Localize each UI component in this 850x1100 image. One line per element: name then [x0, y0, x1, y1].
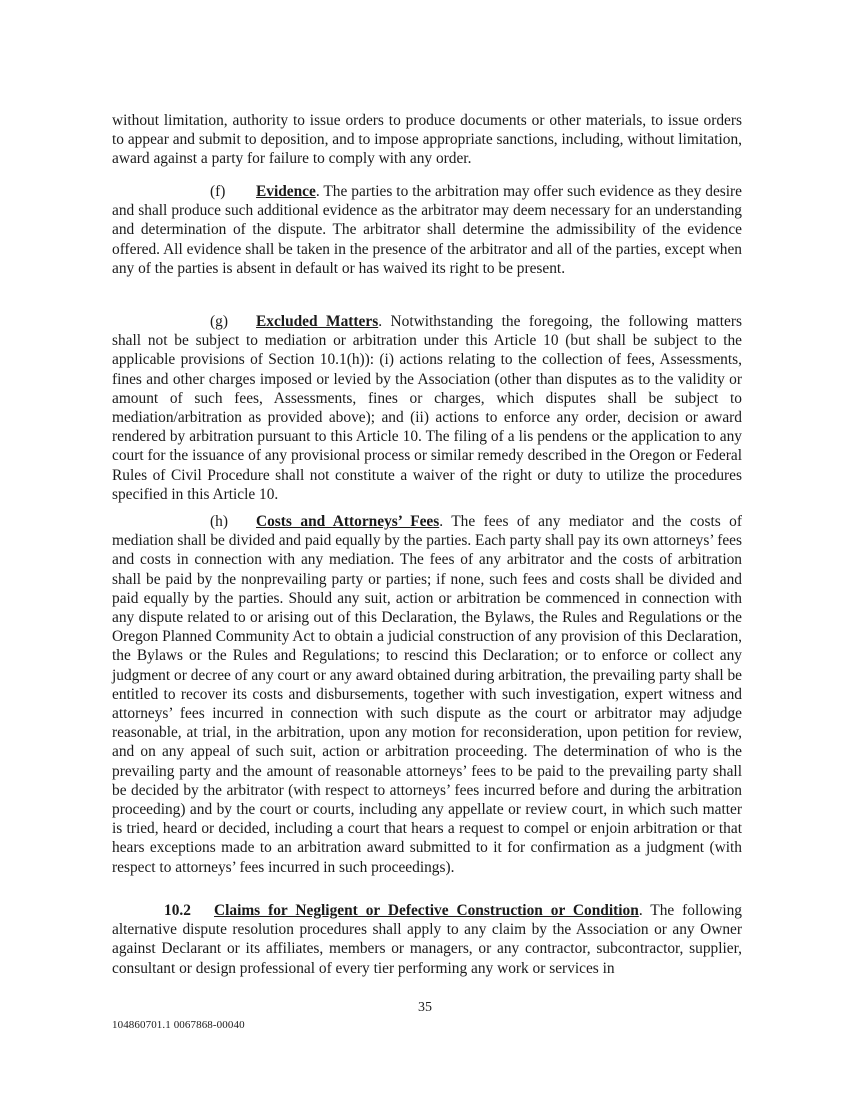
section-h-paragraph	[112, 512, 742, 877]
section-f-heading: Evidence	[256, 183, 316, 200]
section-h-heading: Costs and Attorneys’ Fees	[256, 513, 440, 530]
page-number: 35	[418, 1000, 432, 1015]
section-g-heading: Excluded Matters	[256, 313, 379, 330]
section-g-paragraph	[112, 312, 742, 504]
section-g-text: . Notwithstanding the foregoing, the following matters shall not be subject to mediation or arbitration under this Article 10 (but shall be subject to the applicable provisions of Section 10.1(h)): (i) actions relating to the collection of fees, Assessments, fines and other charges imposed or levied by the Association (other than disputes as to the validity or amount of such fees, Assessments, fines or charges, which disputes shall be subject to mediation/arbitration as provided above); and (ii) actions to enforce any order, decision or award rendered by arbitration pursuant to this Article 10. The filing of a lis pendens or the application to any court for the issuance of any provisional process or similar remedy described in the Oregon or Federal Rules of Civil Procedure shall not constitute a waiver of the right or duty to utilize the procedures specified in this Article 10.	[112, 313, 742, 503]
section-f-paragraph	[112, 182, 742, 278]
section-10-2-text: . The following alternative dispute resolution procedures shall apply to any claim by the Association or any Owner against Declarant or its affiliates, members or managers, or any contractor, subcontractor, supplier, consultant or design professional of every tier performing any work or services in	[112, 902, 743, 977]
section-f-marker: (f)	[210, 183, 226, 200]
section-10-2-heading: Claims for Negligent or Defective Construction or Condition	[214, 902, 639, 919]
section-h-marker: (h)	[210, 513, 228, 530]
section-g-marker: (g)	[210, 313, 228, 330]
section-f-text: . The parties to the arbitration may offer such evidence as they desire and shall produce such additional evidence as the arbitrator may deem necessary for an understanding and determination of the dispute. The arbitrator shall determine the admissibility of the evidence offered. All evidence shall be taken in the presence of the arbitrator and all of the parties, except when any of the parties is absent in default or has waived its right to be present.	[112, 183, 742, 277]
document-id: 104860701.1 0067868-00040	[112, 1019, 245, 1031]
section-10-2-number: 10.2	[164, 902, 191, 919]
paragraph-continuation-text: without limitation, authority to issue orders to produce documents or other materials, to issue orders to appear and submit to deposition, and to impose appropriate sanctions, including, without limitation, award against a party for failure to comply with any order.	[112, 112, 742, 168]
section-h-text: . The fees of any mediator and the costs of mediation shall be divided and paid equally by the parties. Each party shall pay its own attorneys’ fees and costs in connection with any mediation. The fees of any arbitrator and the costs of arbitration shall be paid by the nonprevailing party or parties; if none, such fees and costs shall be divided and paid equally by the parties. Should any suit, action or arbitration be commenced in connection with any dispute related to or arising out of this Declaration, the Bylaws, the Rules and Regulations or the Oregon Planned Community Act to obtain a judicial construction of any provision of this Declaration, the Bylaws or the Rules and Regulations; to rescind this Declaration; or to enforce or collect any judgment or decree of any court or any award obtained during arbitration, the prevailing party shall be entitled to recover its costs and disbursements, together with such investigation, expert witness and attorneys’ fees incurred in connection with such dispute as the court or arbitrator may adjudge reasonable, at trial, in the arbitration, upon any motion for reconsideration, upon petition for review, and on any appeal of such suit, action or arbitration proceeding. The determination of who is the prevailing party and the amount of reasonable attorneys’ fees to be paid to the prevailing party shall be decided by the arbitrator (with respect to attorneys’ fees incurred before and during the arbitration proceeding) and by the court or courts, including any appellate or review court, in which such matter is tried, heard or decided, including a court that hears a request to compel or enjoin arbitration or that hears exceptions made to an arbitration award submitted to it for confirmation as a judgment (with respect to attorneys’ fees incurred in such proceedings).	[112, 513, 742, 876]
paragraph-continuation	[112, 111, 742, 169]
section-10-2-paragraph	[112, 901, 742, 978]
